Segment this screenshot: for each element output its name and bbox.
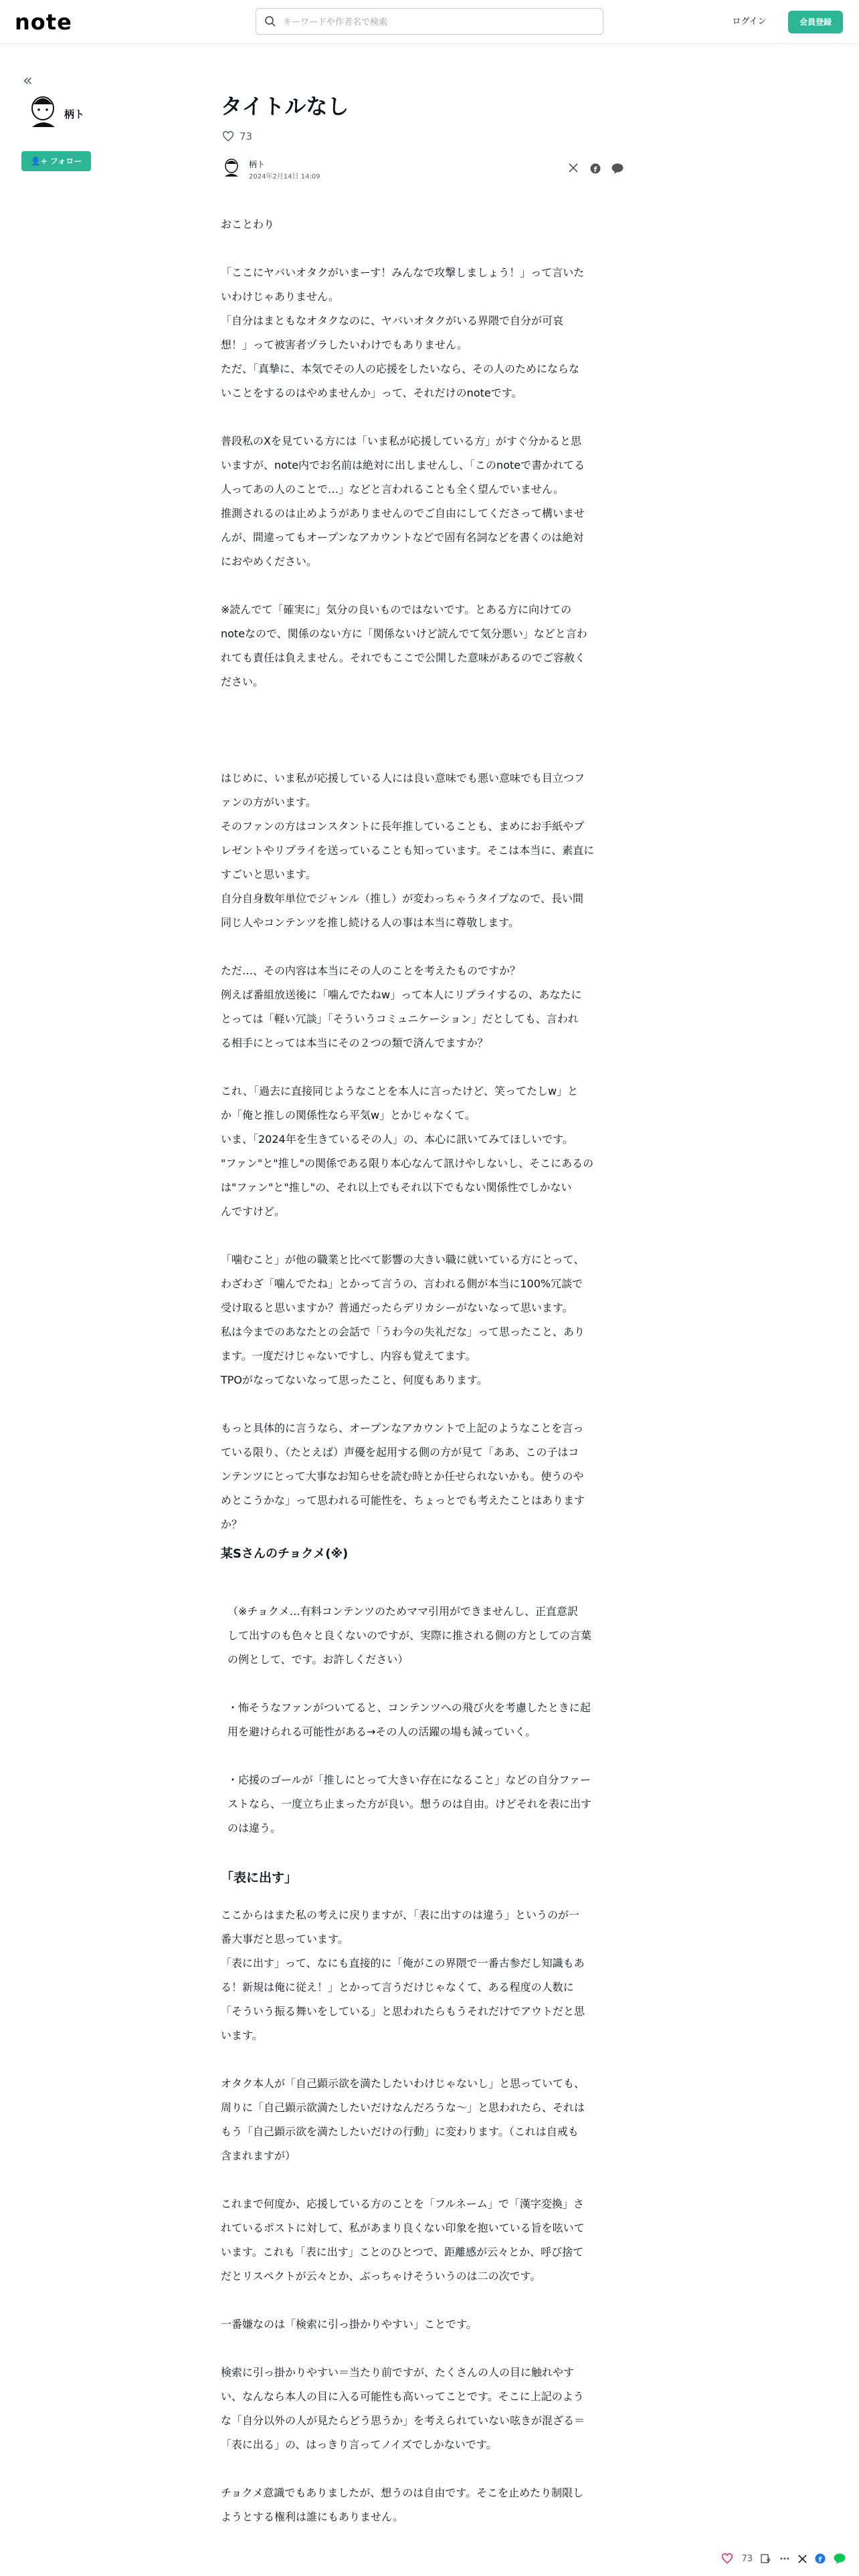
paragraph-spacer (221, 237, 629, 261)
follow-label: フォロー (50, 156, 82, 166)
text-line: 一番嫌なのは「検索に引っ掛かりやすい」ことです。 (221, 2318, 477, 2331)
text-line: 含まれますが） (221, 2149, 296, 2162)
section-spacer (221, 694, 629, 766)
facebook-icon[interactable] (590, 163, 601, 174)
paragraph (221, 261, 629, 405)
text-line: いますが、note内でお名前は絶対に出しませんし、「このnoteで書かれてる (221, 459, 585, 471)
follow-button[interactable] (21, 151, 91, 171)
paragraph-spacer (221, 2337, 629, 2361)
text-line: 同じ人やコンテンツを推し続ける人の事は本当に尊敬します。 (221, 916, 519, 929)
paragraph-spacer (221, 2457, 629, 2481)
bottom-action-bar (721, 2551, 846, 2567)
text-line: ストなら、一度立ち止まった方が良い。想うのは自由。けどそれを表に出す (227, 1798, 592, 1810)
paragraph-spacer (221, 1055, 629, 1079)
text-line: れているポストに対して、私があまり良くない印象を抱いている旨を呟いて (221, 2222, 585, 2234)
text-line: ァンの方がいます。 (221, 796, 316, 809)
paragraph (221, 2072, 629, 2168)
text-line: 自分自身数年単位でジャンル（推し）が変わっちゃうタイプなので、長い間 (221, 892, 584, 905)
author-avatar-small[interactable] (222, 158, 241, 178)
text-line: もう「自己顕示欲を満たしたいだけの行動」に変わります。（これは自戒も (221, 2125, 579, 2138)
site-header (0, 0, 859, 44)
paragraph-spacer (221, 405, 629, 429)
text-line: れても責任は負えません。それでもここで公開した意味があるのでご容赦く (221, 651, 585, 664)
article-body (221, 213, 629, 2529)
text-line: 「噛むこと」が他の職業と比べて影響の大きい職に就いている方にとって、 (221, 1253, 585, 1266)
search-input[interactable] (283, 14, 591, 30)
text-line: これまで何度か、応援している方のことを「フルネーム」で「漢字変換」さ (221, 2197, 584, 2210)
text-line: 「そういう振る舞いをしている」と思われたらもうそれだけでアウトだと思 (221, 2005, 585, 2018)
text-line: 想！」って被害者ヅラしたいわけでもありません。 (221, 338, 468, 351)
text-line: ンテンツにとって大事なお知らせを読む時とか任せられないかも。使うのや (221, 1470, 584, 1483)
text-line: 受け取ると思いますか？普通だったらデリカシーがないなって思います。 (221, 1301, 573, 1314)
login-button[interactable]: ログイン (732, 17, 767, 27)
paragraph-spacer (221, 2048, 629, 2072)
text-line: ただ、「真摯に、本気でその人の応援をしたいなら、その人のためにならな (221, 362, 580, 375)
svg-text:f: f (818, 2555, 822, 2564)
paragraph (221, 213, 629, 237)
paragraph (221, 2192, 629, 2288)
text-line: 周りに「自己顕示欲満たしたいだけなんだろうな～」と思われたら、それは (221, 2101, 585, 2114)
text-line: 例えば番組放送後に「噛んでたねw」って本人にリプライするの、あなたに (221, 988, 582, 1001)
paragraph (221, 959, 629, 1055)
heart-icon[interactable] (721, 2553, 733, 2564)
section-heading (221, 1866, 629, 1890)
text-line: ている限り、（たとえば）声優を起用する側の方が見て「ああ、この子はコ (221, 1446, 579, 1459)
bottom-like-count: 73 (741, 2553, 753, 2564)
text-line: 普段私のXを見ている方には「いま私が応援している方」がすぐ分かると思 (221, 435, 581, 447)
text-line: 某Sさんのチョクメ(※) (221, 1547, 349, 1561)
text-line: ※読んでて「確実に」気分の良いものではないです。とある方に向けての (221, 603, 572, 616)
text-line: "ファン"と"推し"の関係である限り本心なんて訊けやしないし、そこにあるの (221, 1157, 594, 1170)
paragraph (221, 2481, 629, 2529)
text-line: ます。一度だけじゃないですし、内容も覚えてます。 (221, 1350, 476, 1362)
text-line: 「ここにヤバいオタクがいまーす！みんなで攻撃しましょう！」って言いた (221, 266, 585, 279)
text-line: る相手にとっては本当にその２つの類で済んでますか？ (221, 1037, 488, 1049)
text-line: レゼントやリプライを送っていることも知っています。そこは本当に、素直に (221, 844, 595, 857)
more-icon[interactable] (779, 2553, 790, 2564)
paragraph-spacer (221, 2288, 629, 2313)
search-box[interactable] (256, 8, 603, 35)
text-line: 「表に出す」って、なにも直接的に「俺がこの界隈で一番古参だし知識もあ (221, 1957, 585, 1969)
paragraph (221, 429, 629, 574)
text-line: オタク本人が「自己顕示欲を満たしたいわけじゃないし」と思っていても、 (221, 2077, 585, 2090)
like-count: 73 (240, 130, 253, 142)
paragraph (221, 1079, 629, 1224)
text-line: 「自分はまともなオタクなのに、ヤバいオタクがいる界隈で自分が可哀 (221, 314, 564, 327)
double-chevron-left-icon[interactable]: « (23, 71, 33, 90)
text-line: い、なんなら本人の目に入る可能性も高いってことです。そこに上記のよう (221, 2390, 584, 2403)
paragraph (221, 1416, 629, 1537)
text-line: noteなので、関係のない方に「関係ないけど読んでて気分悪い」などと言わ (221, 627, 587, 640)
text-line: います。これも「表に出す」ことのひとつで、距離感が云々とか、呼び捨て (221, 2246, 584, 2258)
note-logo[interactable]: note (15, 9, 72, 35)
paragraph (221, 1248, 629, 1392)
text-line: チョクメ意識でもありましたが、想うのは自由です。そこを止めたり制限し (221, 2486, 584, 2499)
text-line: 人ってあの人のことで…」などと言われることも全く望んでいません。 (221, 483, 564, 496)
paragraph (221, 766, 629, 935)
text-line: な「自分以外の人が見たらどう思うか」を考えられていない呟きが混ざる＝ (221, 2414, 585, 2427)
paragraph (221, 2313, 629, 2337)
x-icon[interactable] (798, 2555, 807, 2563)
text-line: すごいと思います。 (221, 868, 316, 881)
text-line: 推測されるのは止めようがありませんのでご自由にしてくださって構いませ (221, 507, 585, 520)
text-line: はじめに、いま私が応援している人には良い意味でも悪い意味でも目立つフ (221, 772, 585, 784)
like-counter[interactable] (222, 130, 252, 143)
paragraph (221, 1903, 629, 2048)
search-icon (264, 15, 276, 27)
text-line: 用を避けられる可能性がある→その人の活躍の場も減っていく。 (227, 1725, 537, 1738)
heart-icon[interactable] (222, 131, 234, 142)
text-line: 検索に引っ掛かりやすい＝当たり前ですが、たくさんの人の目に触れやす (221, 2366, 575, 2379)
text-line: 「表に出る」の、はっきり言ってノイズでしかないです。 (221, 2438, 497, 2451)
text-line: して出すのも色々と良くないのですが、実際に推される側の方としての言葉 (227, 1629, 592, 1642)
paragraph-spacer (221, 574, 629, 598)
text-line: ・怖そうなファンがついてると、コンテンツへの飛び火を考慮したときに起 (227, 1701, 591, 1714)
text-line: の例として、です。お許しください） (227, 1653, 409, 1666)
paragraph-spacer (221, 1744, 629, 1768)
text-line: る！新規は俺に従え！」とかって言うだけじゃなくて、ある程度の人数に (221, 1981, 574, 1994)
x-icon[interactable] (569, 163, 578, 173)
text-line: そのファンの方はコンスタントに長年推していることも、まめにお手紙やプ (221, 820, 585, 833)
text-line: おことわり (221, 218, 275, 231)
paragraph-spacer (221, 1224, 629, 1248)
text-line: ようとする権利は誰にもありません。 (221, 2510, 403, 2523)
text-line: もっと具体的に言うなら、オープンなアカウントで上記のようなことを言っ (221, 1422, 584, 1434)
text-line: TPOがなってないなって思ったこと、何度もあります。 (221, 1374, 488, 1386)
text-line: ここからはまた私の考えに戻りますが、「表に出すのは違う」というのが一 (221, 1909, 580, 1921)
text-line: わざわざ「噛んでたね」とかって言うの、言われる側が本当に100%冗談で (221, 1277, 583, 1290)
paragraph (221, 1768, 629, 1840)
line-icon[interactable] (611, 163, 624, 174)
text-line: 私は今までのあなたとの会話で「うわ今の失礼だな」って思ったこと、あり (221, 1325, 585, 1338)
text-line: います。 (221, 2029, 263, 2042)
text-line: いことをするのはやめませんか」って、それだけのnoteです。 (221, 387, 522, 399)
text-line: ださい。 (221, 675, 264, 688)
text-line: とっては「軽い冗談」「そういうコミュニケーション」だとしても、言われ (221, 1012, 579, 1025)
text-line: か？ (221, 1518, 243, 1531)
facebook-icon[interactable] (815, 2553, 826, 2564)
text-line: んですけど。 (221, 1205, 286, 1218)
paragraph-spacer (221, 935, 629, 959)
author-avatar[interactable] (27, 94, 60, 131)
text-line: のは違う。 (227, 1822, 282, 1834)
paragraph (221, 598, 629, 694)
article-title: タイトルなし (221, 94, 349, 119)
paragraph (221, 1696, 629, 1744)
paragraph (221, 2361, 629, 2457)
text-line: いわけじゃありません。 (221, 290, 339, 303)
text-line: におやめください。 (221, 555, 318, 568)
paragraph (221, 1600, 629, 1672)
text-line: ・応援のゴールが「推しにとって大きい存在になること」などの自分ファー (227, 1774, 591, 1786)
paragraph-spacer (221, 1392, 629, 1416)
person-plus-icon: 👤+ (30, 156, 47, 166)
article-date: 2024年2月14日 14:09 (249, 173, 320, 181)
text-line: 番大事だと思っています。 (221, 1933, 349, 1945)
magazine-add-icon[interactable] (761, 2553, 771, 2564)
paragraph-spacer (221, 1672, 629, 1696)
text-line: だとリスペクトが云々とか、ぶっちゃけそういうのは二の次です。 (221, 2270, 541, 2282)
sidebar-author-name[interactable]: 柄ト (64, 108, 85, 120)
text-line: ただ…、その内容は本当にその人のことを考えたものですか？ (221, 964, 521, 977)
text-line: んが、間違ってもオープンなアカウントなどで固有名詞などを書くのは絶対 (221, 531, 584, 544)
paragraph-spacer (221, 2168, 629, 2192)
article-author[interactable]: 柄ト (249, 160, 266, 169)
line-icon[interactable] (834, 2553, 846, 2564)
text-line: めとこうかな」って思われる可能性を、ちょっとでも考えたことはあります (221, 1494, 585, 1507)
text-line: いま、「2024年を生きているその人」の、本心に訊いてみてほしいです。 (221, 1133, 573, 1146)
section-heading (221, 1542, 629, 1566)
text-line: は"ファン"と"推し"の、それ以上でもそれ以下でもない関係性でしかない (221, 1181, 572, 1194)
svg-text:f: f (593, 165, 597, 174)
signup-button[interactable]: 会員登録 (788, 11, 843, 33)
text-line: 「表に出す」 (221, 1870, 298, 1885)
text-line: これ、「過去に直接同じようなことを本人に言ったけど、笑ってたしw」と (221, 1085, 579, 1097)
text-line: か「俺と推しの関係性なら平気w」とかじゃなくて。 (221, 1109, 476, 1121)
text-line: （※チョクメ…有料コンテンツのためママ引用ができませんし、正直意訳 (227, 1605, 578, 1618)
